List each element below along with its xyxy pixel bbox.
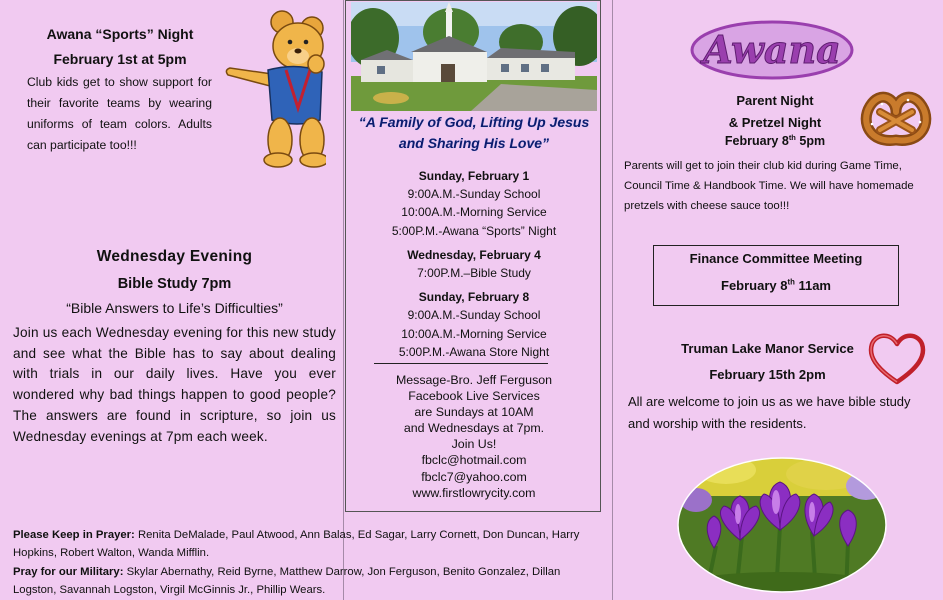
sports-night-date: February 1st at 5pm xyxy=(53,51,187,67)
prayer-keep-names: Renita DeMalade, Paul Atwood, Ann Balas, Ed Sagar, Larry Cornett, Don Duncan, Harry Hopkins, Robert Walton, Wanda Mifflin. xyxy=(13,529,580,560)
finance-meeting-title: Finance Committee Meeting xyxy=(689,251,863,266)
schedule-item: 5:00P.M.-Awana Store Night xyxy=(398,344,550,359)
truman-service-body: All are welcome to join us as we have bible study and worship with the residents. xyxy=(628,394,911,431)
truman-service-date: February 15th 2pm xyxy=(709,367,826,382)
contact-email-link[interactable]: fbclc7@yahoo.com xyxy=(421,469,527,484)
prayer-keep-label: Please Keep in Prayer: xyxy=(13,529,135,541)
wednesday-study-title: Wednesday Evening xyxy=(96,248,253,265)
date-suffix: th xyxy=(787,277,795,287)
bear-mascot-icon xyxy=(222,8,326,170)
parent-night-body: Parents will get to join their club kid during Game Time, Council Time & Handbook Time. We will have homemade pretzels with cheese sauce too!!! xyxy=(624,160,914,212)
date-text: February 8 xyxy=(721,278,788,293)
sports-night-body: Club kids get to show support for their favorite teams by wearing uniforms of team colors. Adults can participate too!!! xyxy=(27,75,212,152)
schedule-item: 9:00A.M.-Sunday School xyxy=(407,308,541,323)
parent-night-title xyxy=(700,90,850,134)
awana-logo-text: Awana xyxy=(703,27,841,72)
parent-night-title-line: & Pretzel Night xyxy=(728,115,822,130)
fold-line-left xyxy=(343,0,344,600)
church-photo xyxy=(351,2,597,111)
contact-line: are Sundays at 10AM xyxy=(414,405,534,420)
date-time: 11am xyxy=(794,278,831,293)
contact-line: and Wednesdays at 7pm. xyxy=(403,421,545,436)
contact-line: Message-Bro. Jeff Ferguson xyxy=(395,373,553,387)
awana-logo xyxy=(690,14,855,84)
schedule-day: Wednesday, February 4 xyxy=(407,247,541,262)
schedule-item: 10:00A.M.-Morning Service xyxy=(401,205,547,220)
wednesday-study-quote: “Bible Answers to Life’s Difficulties” xyxy=(66,300,283,316)
schedule-day: Sunday, February 8 xyxy=(418,290,530,305)
contact-info xyxy=(350,372,598,501)
finance-meeting-date xyxy=(653,278,899,293)
fold-line-right xyxy=(612,0,613,600)
schedule-item: 5:00P.M.-Awana “Sports” Night xyxy=(391,223,557,238)
crocus-flowers-photo xyxy=(676,456,888,594)
parent-night-title-line: Parent Night xyxy=(736,93,814,108)
wednesday-study-subtitle: Bible Study 7pm xyxy=(117,276,232,292)
wednesday-study-body: Join us each Wednesday evening for this new study and see what the Bible has to say about dealing with trials in our daily lives. Have you ever wondered why bad things happen to good people? The answers are found in scripture, so join us Wednesday evenings at 7pm each week. xyxy=(13,325,336,444)
contact-email-link[interactable]: fbclc@hotmail.com xyxy=(421,453,527,468)
sports-night-title: Awana “Sports” Night xyxy=(46,26,194,42)
truman-service-title: Truman Lake Manor Service xyxy=(681,341,854,356)
schedule-divider xyxy=(374,363,548,364)
parent-night-date xyxy=(700,134,850,148)
schedule-item: 7:00P.M.–Bible Study xyxy=(417,266,531,281)
date-time: 5pm xyxy=(795,134,826,148)
prayer-list xyxy=(13,526,603,599)
church-tagline: “A Family of God, Lifting Up Jesus and Sharing His Love” xyxy=(358,114,590,151)
schedule-item: 9:00A.M.-Sunday School xyxy=(407,187,541,202)
contact-line: Facebook Live Services xyxy=(408,389,540,404)
date-suffix: th xyxy=(788,132,796,142)
schedule-item: 10:00A.M.-Morning Service xyxy=(401,326,547,341)
pretzel-icon xyxy=(860,82,932,146)
date-text: February 8 xyxy=(724,134,789,148)
website-link[interactable]: www.firstlowrycity.com xyxy=(412,485,536,500)
weekly-schedule xyxy=(350,167,598,361)
schedule-day: Sunday, February 1 xyxy=(418,169,530,183)
contact-line: Join Us! xyxy=(451,437,497,452)
heart-icon xyxy=(866,330,928,386)
prayer-military-label: Pray for our Military: xyxy=(13,565,124,578)
prayer-military-names: Skylar Abernathy, Reid Byrne, Matthew Darrow, Jon Ferguson, Benito Gonzalez, Dillan Logston, Savannah Logston, Virgil McGinnis Jr., Phillip Wears. xyxy=(13,565,561,596)
